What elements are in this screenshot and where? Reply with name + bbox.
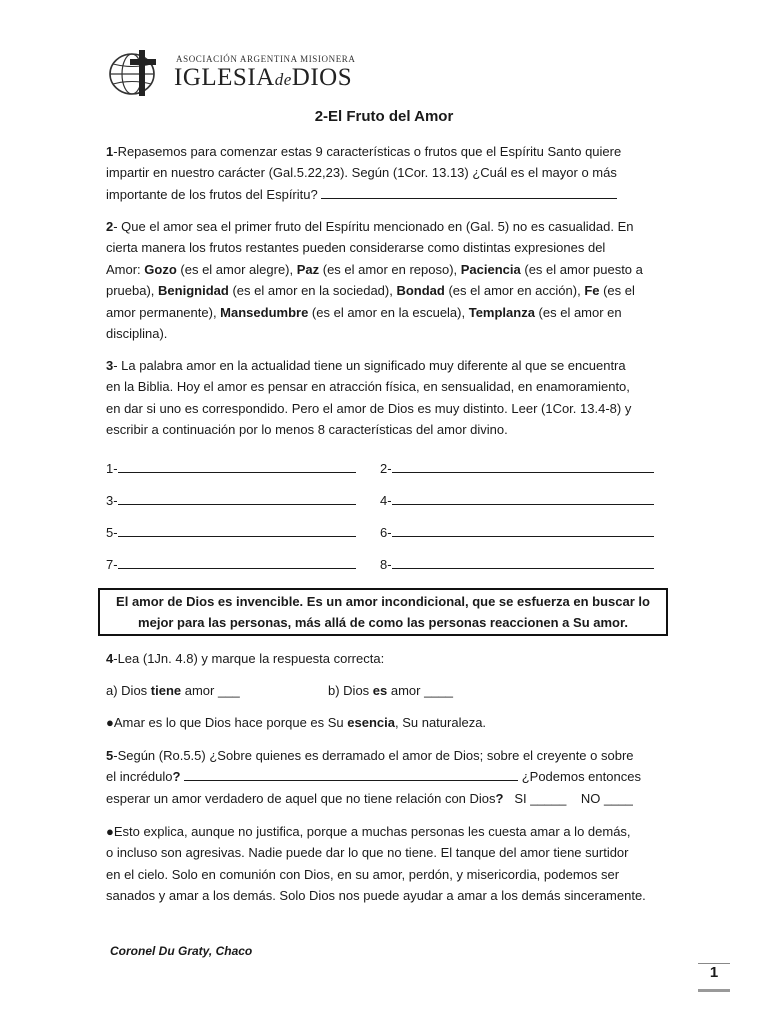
section-2-line-5: amor permanente), Mansedumbre (es el amor en la escuela), Templanza (es el amor en [106,304,622,320]
section-1-line-2: impartir en nuestro carácter (Gal.5.22,23). Según (1Cor. 13.13) ¿Cuál es el mayor o más [106,165,617,181]
bullet-icon: ● [106,715,114,730]
section-1-line-1: -Repasemos para comenzar estas 9 características o frutos que el Espíritu Santo quiere [113,144,622,159]
section-5 [106,745,662,809]
section-2-line-1: - Que el amor sea el primer fruto del Espíritu mencionado en (Gal. 5) no es casualidad. En [113,219,634,234]
blank-row-6: 6- [380,522,654,540]
section-3-line-3: en dar si uno es correspondido. Pero el amor de Dios es muy distinto. Leer (1Cor. 13.4-8) y [106,400,632,416]
org-name: ASOCIACIÓN ARGENTINA MISIONERA [176,54,356,64]
blank-row-2: 2- [380,458,654,476]
page-number-bar [698,989,730,992]
brand-de: de [274,70,292,89]
closing-line-3: en el cielo. Solo en comunión con Dios, en su amor, perdón, y misericordia, podemos ser [106,866,620,882]
section-2-line-6: disciplina). [106,326,168,342]
blank-row-3: 3- [106,490,356,508]
church-logo [106,50,356,94]
closing-line-4: sanados y amar a los demás. Solo Dios nos puede ayudar a amar a los demás sinceramente. [106,888,646,904]
blank-row-5: 5- [106,522,356,540]
answer-blank-4[interactable] [392,490,654,505]
section-2-line-4: prueba), Benignidad (es el amor en la sociedad), Bondad (es el amor en acción), Fe (es el [106,283,635,299]
section-5-line-3: esperar un amor verdadero de aquel que no tiene relación con Dios? SI _____ NO ____ [106,790,633,806]
answer-blank-8[interactable] [392,554,654,569]
blank-row-4: 4- [380,490,654,508]
option-b[interactable]: b) Dios es amor ____ [328,683,454,698]
section-3-line-4: escribir a continuación por lo menos 8 características del amor divino. [106,422,508,438]
answer-blank-5[interactable] [184,766,518,781]
brand-iglesia: IGLESIA [174,64,275,91]
blank-row-7: 7- [106,554,356,572]
closing-line-1: Esto explica, aunque no justifica, porque a muchas personas les cuesta amar a lo demás, [113,824,631,839]
highlight-box [98,588,668,636]
callout-line-1: El amor de Dios es invencible. Es un amor incondicional, que se esfuerza en buscar lo [116,594,650,609]
blank-row-1: 1- [106,458,356,476]
page-number-rule [698,963,730,964]
footer-location: Coronel Du Graty, Chaco [110,944,253,958]
brand-dios: DIOS [291,64,353,91]
closing-line-2: o incluso son agresivas. Nadie puede dar lo que no tiene. El tanque del amor tiene surtidor [106,845,629,861]
globe-cross-icon [106,50,168,96]
section-2-number: 2 [106,219,114,234]
section-3 [106,355,662,441]
blank-row-8: 8- [380,554,654,572]
page-number-text: 1 [709,964,719,981]
section-1 [106,141,662,205]
section-3-number: 3 [106,358,114,373]
page-number [698,964,730,981]
answer-no[interactable]: NO ____ [580,790,633,806]
section-5-line-1: -Según (Ro.5.5) ¿Sobre quienes es derramado el amor de Dios; sobre el creyente o sobre [113,748,634,763]
section-5-number: 5 [106,748,114,763]
page-title: 2-El Fruto del Amor [314,108,454,125]
answer-blank-2[interactable] [392,458,654,473]
answer-si[interactable]: SI _____ [514,790,567,806]
closing-paragraph [106,821,662,907]
section-1-number: 1 [106,144,114,159]
section-1-line-3: importante de los frutos del Espíritu? [106,186,318,202]
section-2-line-2: cierta manera los frutos restantes pueden considerarse como distintas expresiones del [106,240,606,256]
brand-name [174,64,352,92]
callout-line-2: mejor para las personas, más allá de como las personas reaccionen a Su amor. [138,615,628,630]
answer-blank-5[interactable] [118,522,356,537]
answer-blank-1[interactable] [118,458,356,473]
section-2 [106,216,662,344]
section-3-line-2: en la Biblia. Hoy el amor es pensar en atracción física, en sensualidad, en enamoramiento, [106,379,630,395]
section-5-line-2: el incrédulo? ¿Podemos entonces [106,766,662,787]
section-3-line-1: - La palabra amor en la actualidad tiene un significado muy diferente al que se encuentra [113,358,626,373]
section-4-prompt: 4-Lea (1Jn. 4.8) y marque la respuesta correcta: [106,651,385,666]
option-a[interactable]: a) Dios tiene amor ___ [106,683,240,698]
section-4-note: ●Amar es lo que Dios hace porque es Su esencia, Su naturaleza. [106,715,487,730]
answer-blank-7[interactable] [118,554,356,569]
answer-blank-3[interactable] [118,490,356,505]
section-2-line-3: Amor: Gozo (es el amor alegre), Paz (es el amor en reposo), Paciencia (es el amor puesto a [106,261,643,277]
answer-blank-1[interactable] [321,184,617,199]
bullet-icon: ● [106,824,114,839]
answer-blank-6[interactable] [392,522,654,537]
